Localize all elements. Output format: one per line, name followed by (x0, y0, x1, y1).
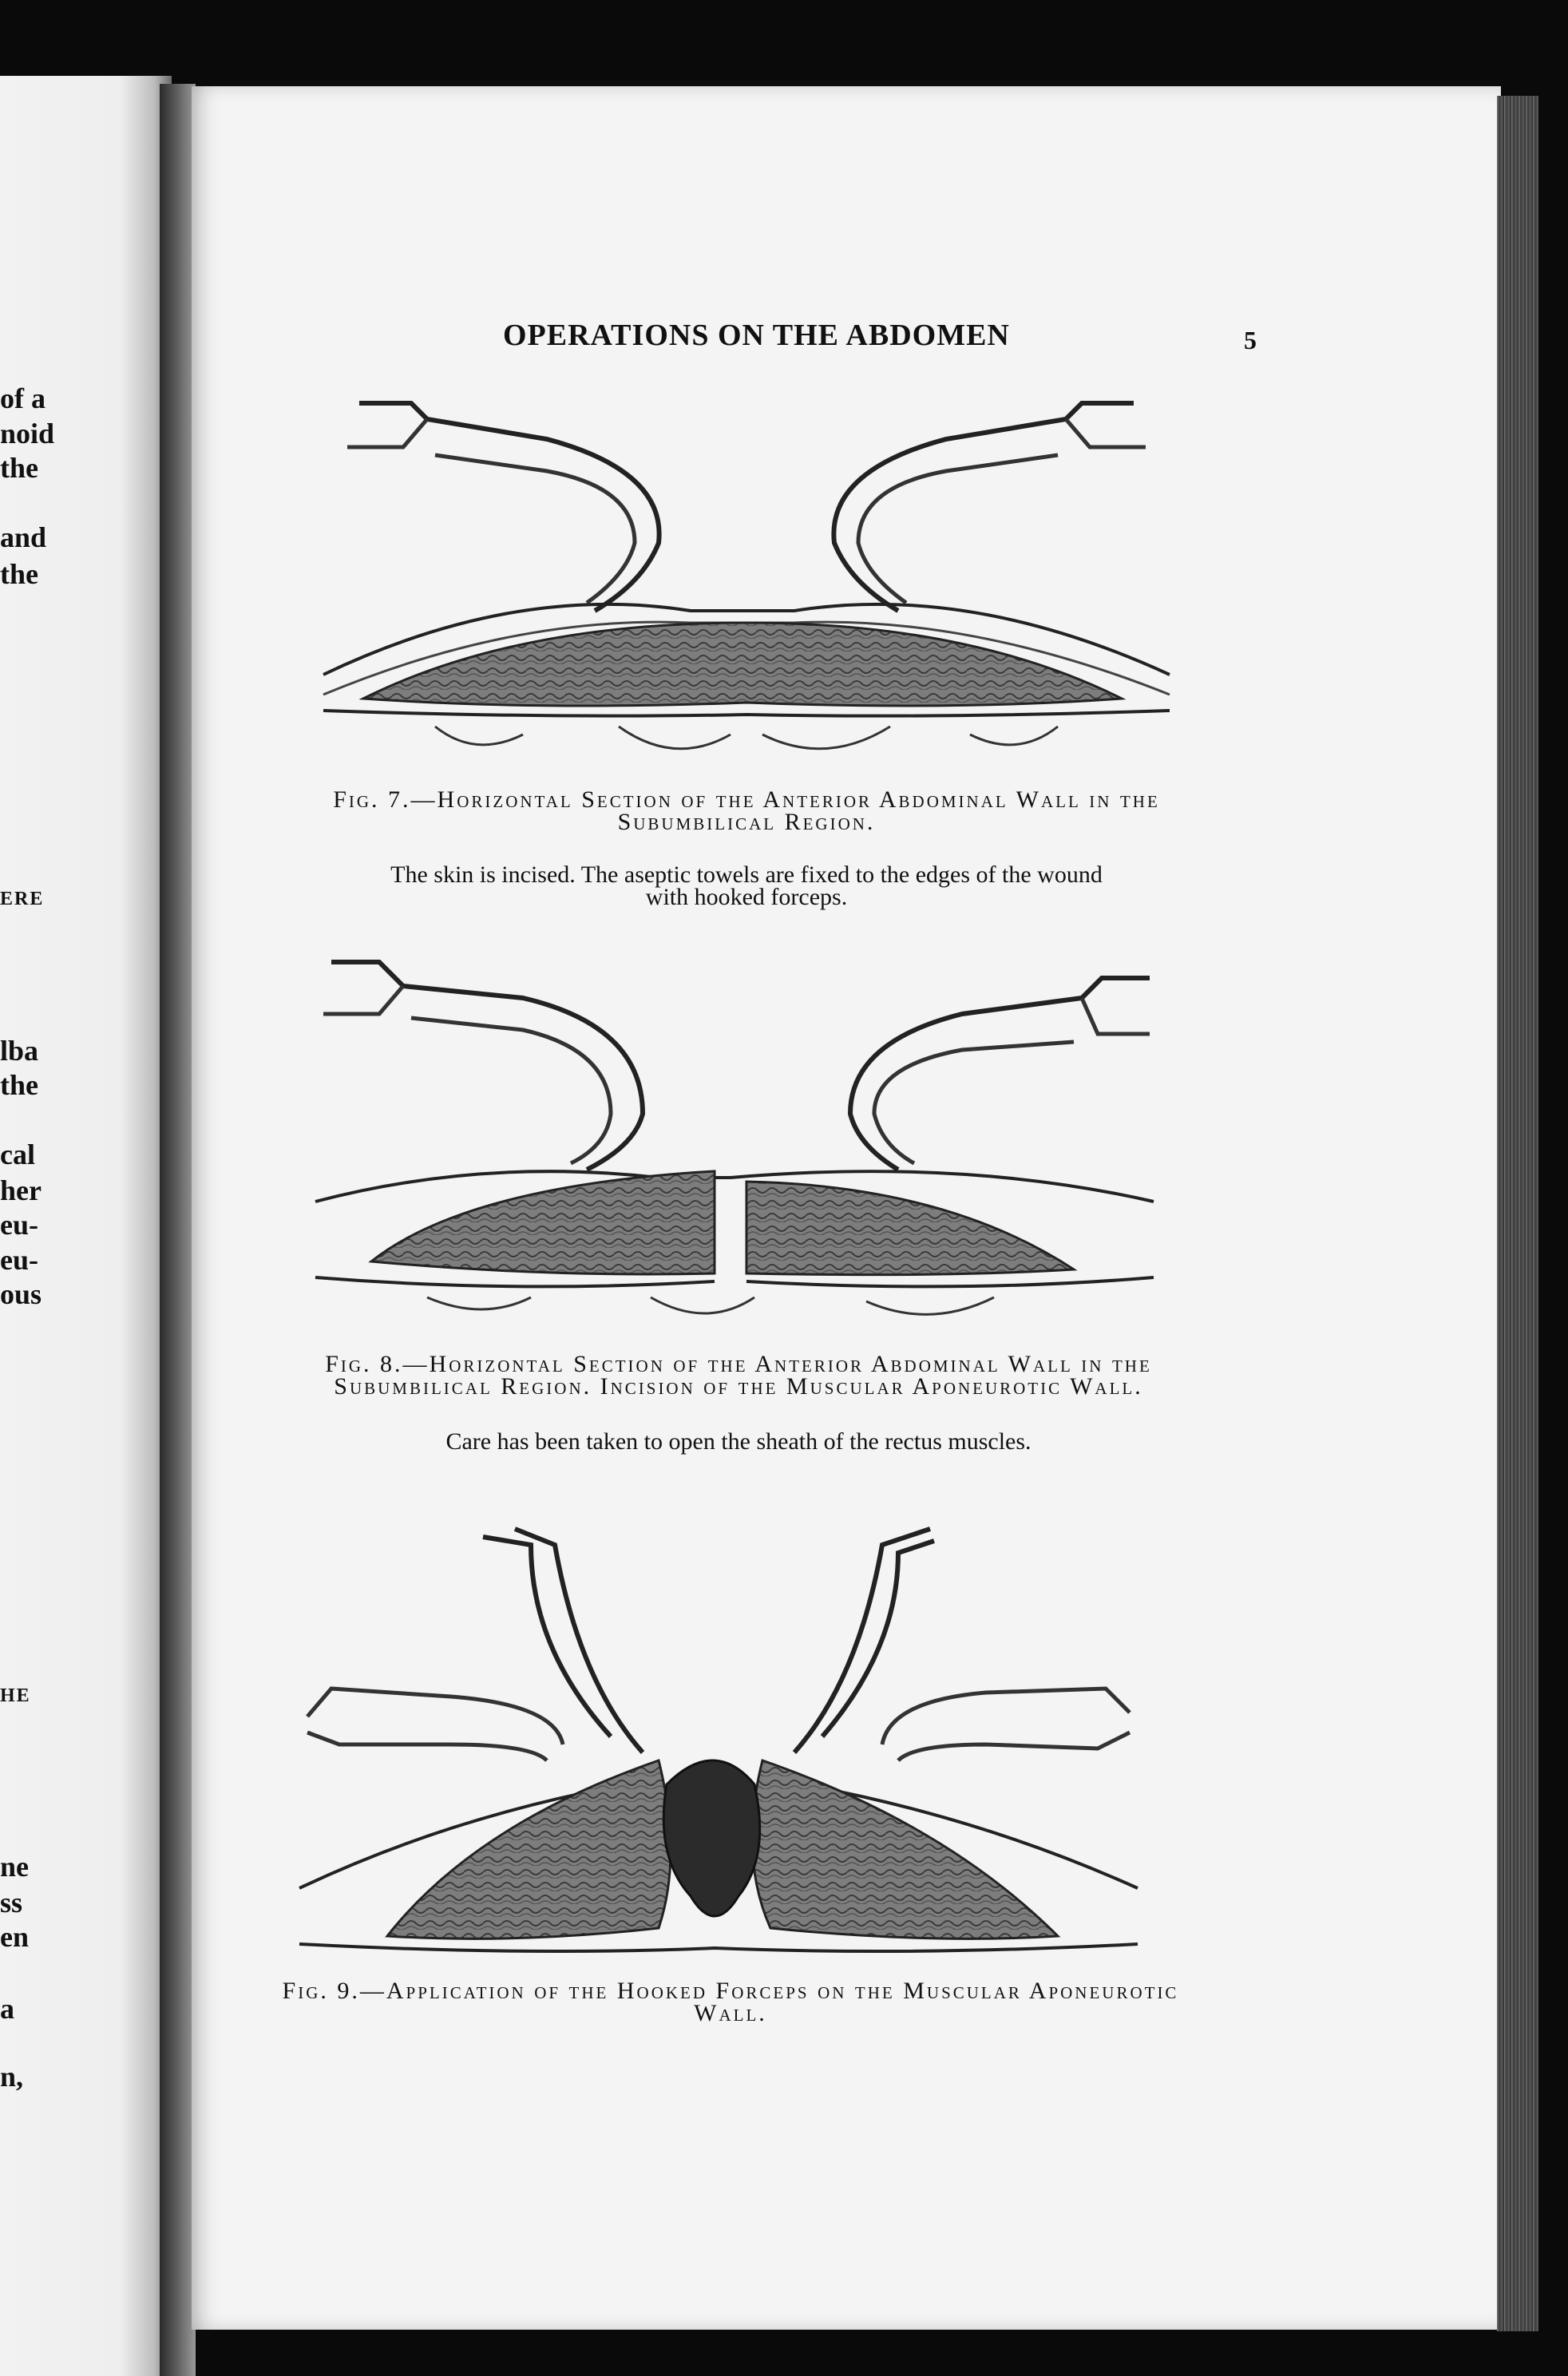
figure-8-caption (224, 1353, 1253, 1398)
left-fragment: noid (0, 418, 55, 449)
caption-line: Wall. (694, 2000, 767, 2026)
figure-9-drawing (291, 1521, 1146, 1968)
caption-line: Subumbilical Region. Incision of the Muscular Aponeurotic Wall. (334, 1373, 1143, 1400)
caption-line: Fig. 7.—Horizontal Section of the Anterior Abdominal Wall in the (333, 786, 1160, 813)
left-fragment: a (0, 1993, 14, 2025)
left-fragment: eu- (0, 1209, 38, 1241)
left-fragment: of a (0, 382, 46, 414)
left-fragment: n, (0, 2061, 24, 2093)
left-fragment: ne (0, 1851, 29, 1883)
left-fragment: lba (0, 1035, 39, 1067)
left-fragment: the (0, 452, 38, 484)
left-fragment: her (0, 1174, 42, 1206)
figure-8-illustration (307, 954, 1162, 1329)
figure-9-illustration (291, 1521, 1146, 1968)
book-gutter (160, 84, 196, 2376)
left-fragment: en (0, 1921, 29, 1953)
left-fragment: ERE (0, 889, 45, 909)
page-number: 5 (1244, 326, 1257, 354)
left-fragment: ss (0, 1887, 23, 1919)
figure-7-illustration (315, 383, 1178, 774)
figure-7-drawing (315, 383, 1178, 774)
left-fragment: cal (0, 1138, 35, 1170)
left-fragment: the (0, 1069, 38, 1101)
note-line: Care has been taken to open the sheath of the rectus muscles. (445, 1428, 1031, 1455)
note-line: with hooked forceps. (645, 884, 848, 910)
figure-9-caption (216, 1980, 1245, 2025)
left-fragment: HE (0, 1685, 31, 1706)
note-line: The skin is incised. The aseptic towels are fixed to the edges of the wound (390, 861, 1103, 888)
figure-8-note (263, 1428, 1214, 1455)
page-edges (1497, 96, 1538, 2331)
running-head: OPERATIONS ON THE ABDOMEN (503, 319, 1010, 352)
left-fragment: and (0, 521, 47, 553)
left-facing-page (0, 76, 172, 2376)
left-fragment: ous (0, 1278, 42, 1310)
figure-7-note (263, 861, 1229, 910)
left-fragment: eu- (0, 1244, 38, 1276)
caption-line: Subumbilical Region. (617, 809, 876, 835)
left-fragment: the (0, 558, 38, 590)
figure-8-drawing (307, 954, 1162, 1329)
figure-7-caption (232, 786, 1261, 835)
caption-line: Fig. 9.—Application of the Hooked Forceps on the Muscular Aponeurotic (282, 1978, 1179, 2004)
caption-line: Fig. 8.—Horizontal Section of the Anterior Abdominal Wall in the (325, 1351, 1152, 1377)
